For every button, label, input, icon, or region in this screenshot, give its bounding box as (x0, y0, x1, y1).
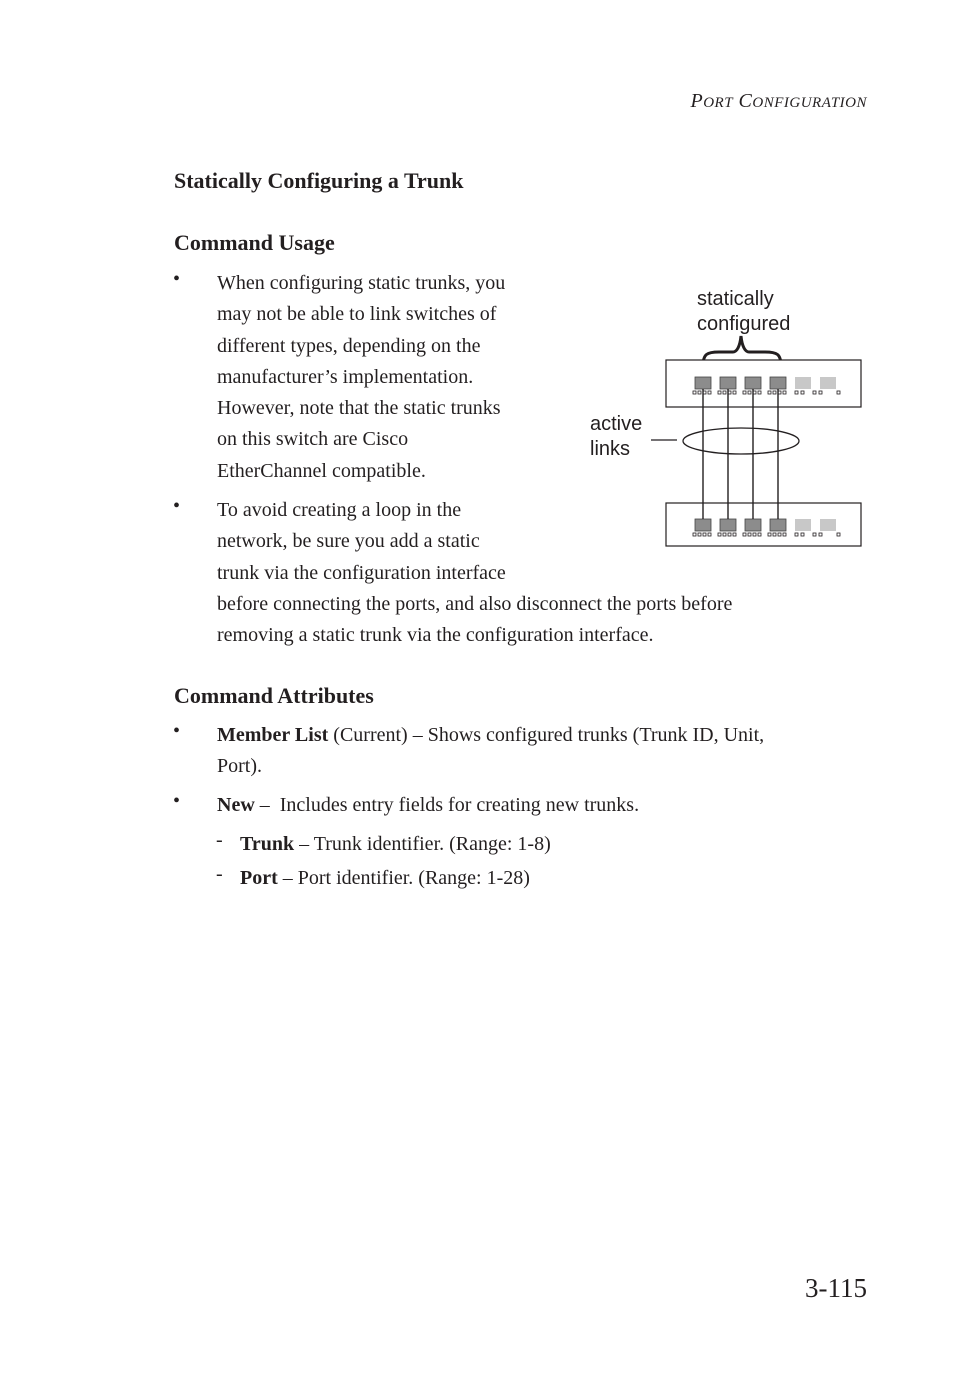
text-line: may not be able to link switches of (217, 303, 497, 326)
term-member-list: Member List (217, 724, 329, 746)
attribute-new (217, 790, 639, 821)
desc-member-list: (Current) – Shows configured trunks (Trunk ID, Unit, (328, 724, 765, 746)
port-icon (820, 377, 836, 389)
label-configured: configured (697, 313, 791, 335)
header-cap-c: C (738, 90, 753, 112)
port-icon (720, 377, 736, 389)
running-header (690, 90, 867, 113)
attribute-trunk (240, 829, 551, 860)
term-new: New (217, 794, 255, 816)
dash-marker: - (216, 829, 223, 851)
text-line: However, note that the static trunks (217, 397, 501, 420)
term-trunk: Trunk (240, 833, 295, 855)
usage-bullet-1 (217, 268, 505, 487)
attribute-port (240, 863, 530, 894)
text-line: on this switch are Cisco (217, 428, 409, 451)
port-icon (720, 519, 736, 531)
desc-trunk: – Trunk identifier. (Range: 1-8) (294, 833, 551, 855)
text-line: removing a static trunk via the configuration interface. (217, 624, 654, 647)
port-icon (795, 377, 811, 389)
port-icon (745, 519, 761, 531)
port-icon (820, 519, 836, 531)
bullet-marker: • (173, 495, 181, 517)
port-icon (770, 519, 786, 531)
bullet-marker: • (173, 790, 181, 812)
label-statically: statically (697, 288, 774, 310)
port-icon (695, 519, 711, 531)
desc-port: – Port identifier. (Range: 1-28) (277, 867, 530, 889)
text-line: different types, depending on the (217, 334, 481, 357)
port-icon (695, 377, 711, 389)
trunk-diagram (585, 280, 875, 560)
attribute-member-list (217, 720, 764, 783)
port-icon (770, 377, 786, 389)
text-line: When configuring static trunks, you (217, 272, 506, 294)
label-links: links (590, 438, 631, 460)
command-attributes-heading: Command Attributes (174, 683, 374, 708)
bullet-marker: • (173, 720, 181, 742)
port-icon (745, 377, 761, 389)
text-line: before connecting the ports, and also disconnect the ports before (217, 592, 733, 615)
text-line: To avoid creating a loop in the (217, 499, 462, 521)
text-line: trunk via the configuration interface (217, 561, 506, 584)
text-line: manufacturer’s implementation. (217, 365, 474, 388)
term-port: Port (240, 867, 278, 889)
desc-new: – Includes entry fields for creating new trunks. (254, 794, 640, 816)
page-number: 3-115 (805, 1273, 867, 1303)
active-links-ellipse (683, 428, 799, 454)
command-usage-heading: Command Usage (174, 230, 335, 255)
text-line: network, be sure you add a static (217, 530, 480, 553)
label-active: active (590, 413, 643, 435)
dash-marker: - (216, 863, 223, 885)
header-smallcaps-ort: ORT (703, 95, 734, 111)
section-title: Statically Configuring a Trunk (174, 168, 464, 193)
header-smallcaps-onfig: ONFIGURATION (752, 95, 867, 111)
text-line: EtherChannel compatible. (217, 459, 426, 482)
header-cap-p: P (690, 90, 704, 112)
text-line: Port). (217, 755, 262, 778)
bullet-marker: • (173, 268, 181, 290)
port-icon (795, 519, 811, 531)
